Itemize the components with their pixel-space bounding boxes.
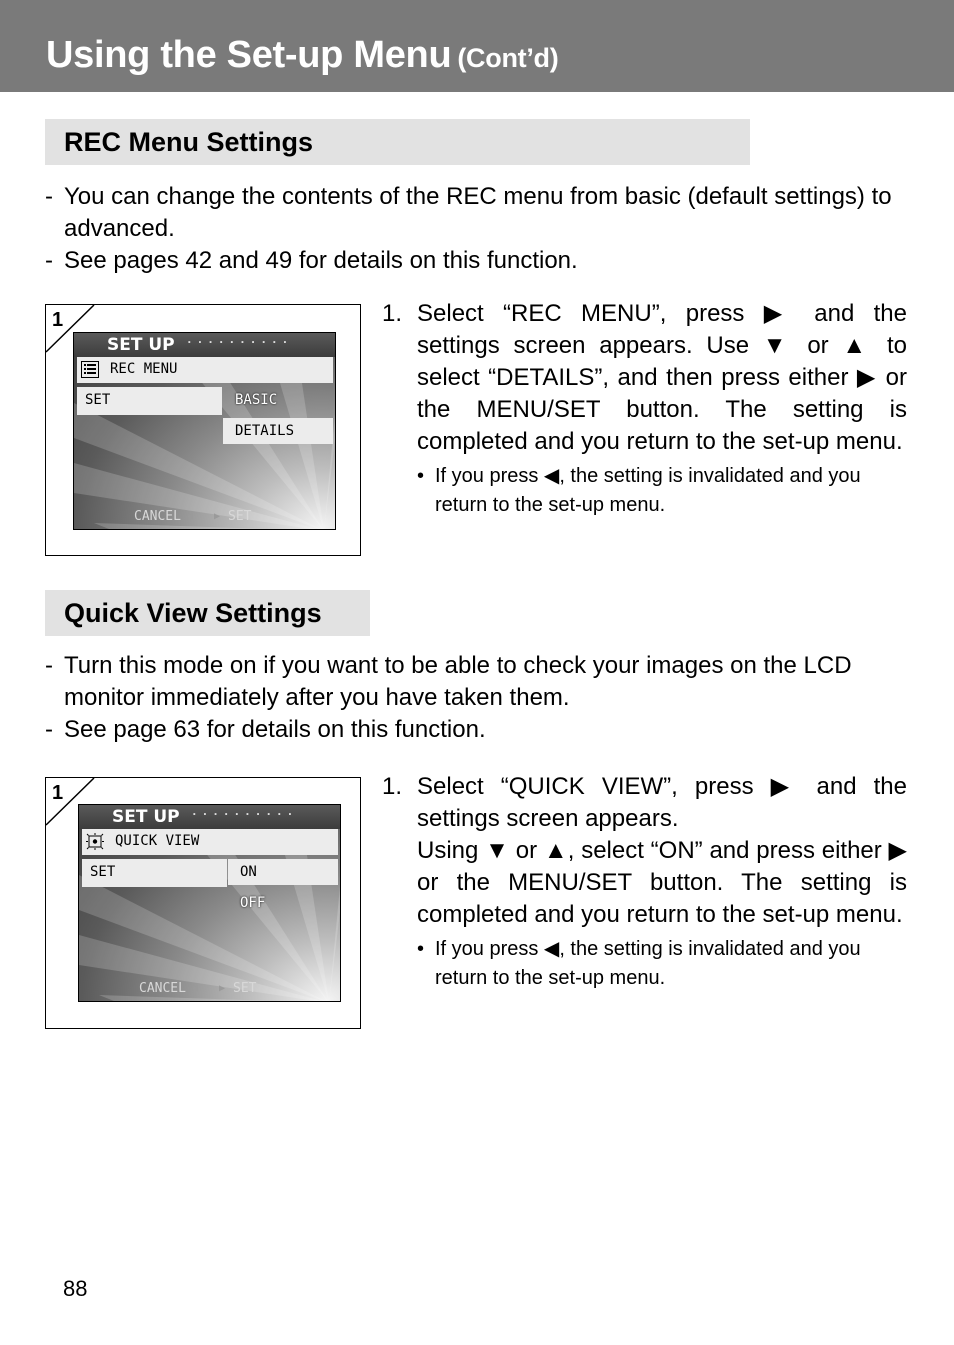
lcd-screen [73, 332, 336, 530]
lcd-set-label: SET [90, 864, 116, 880]
note-text: If you press ◀, the setting is invalidated and you return to the set-up menu. [435, 465, 861, 516]
right-triangle-icon: ▶ [219, 983, 226, 994]
lcd-set-footer-label: SET [233, 981, 257, 996]
list-item [45, 181, 907, 245]
lcd-set-label: SET [85, 392, 111, 408]
lcd-item-label: QUICK VIEW [115, 833, 200, 849]
bullet-text: See pages 42 and 49 for details on this function. [64, 247, 578, 274]
step-text-continued: Using ▼ or ▲, select “ON” and press either ▶ or the MENU/SET button. The setting is completed and you return to the set-up menu. [417, 837, 907, 928]
note-bullet: • [417, 938, 425, 960]
page-title-main: Using the Set-up Menu [46, 34, 452, 76]
lcd-footer [79, 980, 340, 998]
lcd-set-footer-label: SET [228, 509, 252, 524]
lcd-title: SET UP [107, 335, 175, 355]
lcd-title: SET UP [112, 807, 180, 827]
note-bullet: • [417, 465, 425, 487]
dash: - [45, 652, 53, 679]
step-note [417, 935, 907, 993]
list-icon [81, 361, 99, 378]
lcd-footer [74, 508, 335, 526]
step-number: 1. [382, 773, 403, 800]
bullet-text: Turn this mode on if you want to be able to check your images on the LCD monitor immediately after you have taken them. [64, 652, 852, 711]
dash: - [45, 247, 53, 274]
step-rec-menu [382, 298, 907, 520]
section-title: REC Menu Settings [64, 127, 314, 157]
lcd-menu-item [77, 357, 333, 383]
lcd-option-label: BASIC [235, 392, 278, 408]
left-triangle-icon: ◀ [192, 983, 199, 994]
page-number: 88 [63, 1276, 88, 1301]
lcd-title-dots: ·········· [191, 808, 298, 821]
dash: - [45, 183, 53, 210]
right-triangle-icon: ▶ [214, 511, 221, 522]
lcd-title-bar [79, 805, 340, 829]
lcd-screen [78, 804, 341, 1002]
list-item [45, 650, 907, 714]
quick-view-bullets [45, 650, 907, 746]
step-text: Select “QUICK VIEW”, press ▶ and the settings screen appears. [417, 773, 907, 832]
step-quick-view [382, 771, 907, 993]
lcd-option-label: OFF [240, 895, 266, 911]
lcd-set-row [77, 387, 222, 415]
lcd-cancel-label: CANCEL [134, 509, 181, 524]
quick-view-icon [86, 833, 104, 850]
lcd-option-basic [223, 387, 333, 413]
section-heading-rec-menu [45, 119, 750, 165]
section-title: Quick View Settings [64, 598, 322, 628]
page-header [0, 0, 954, 92]
lcd-option-on [228, 859, 338, 885]
note-text: If you press ◀, the setting is invalidated and you return to the set-up menu. [435, 938, 861, 989]
screenshot-frame-rec-menu [45, 304, 361, 556]
page-title-sub: (Cont’d) [457, 43, 559, 73]
left-triangle-icon: ◀ [187, 511, 194, 522]
step-note [417, 462, 907, 520]
section-heading-quick-view [45, 590, 370, 636]
step-text: Select “REC MENU”, press ▶ and the settings screen appears. Use ▼ or ▲ to select “DETAILS”, and then press either ▶ or the MENU/SET button. The setting is completed and you return to the set-up menu. [417, 300, 907, 455]
lcd-option-off [228, 890, 338, 916]
figure-number: 1 [52, 309, 64, 331]
lcd-title-bar [74, 333, 335, 357]
lcd-menu-item [82, 829, 338, 855]
page-title [46, 34, 558, 77]
dash: - [45, 716, 53, 743]
list-item [45, 714, 907, 746]
bullet-text: You can change the contents of the REC menu from basic (default settings) to advanced. [64, 183, 892, 242]
figure-number: 1 [52, 782, 64, 804]
lcd-option-details [223, 418, 333, 444]
rec-menu-bullets [45, 181, 907, 277]
lcd-cancel-label: CANCEL [139, 981, 186, 996]
lcd-option-label: DETAILS [235, 423, 295, 439]
lcd-option-label: ON [240, 864, 257, 880]
step-number: 1. [382, 300, 403, 327]
lcd-item-label: REC MENU [110, 361, 178, 377]
lcd-set-row [82, 859, 227, 887]
bullet-text: See page 63 for details on this function. [64, 716, 486, 743]
lcd-title-dots: ·········· [186, 336, 293, 349]
list-item [45, 245, 907, 277]
screenshot-frame-quick-view [45, 777, 361, 1029]
